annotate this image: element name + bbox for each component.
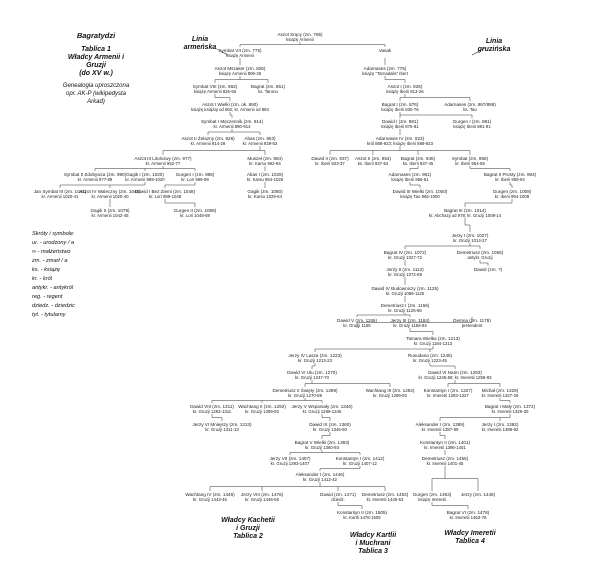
person-node bbox=[453, 318, 491, 328]
person-node bbox=[272, 388, 337, 398]
person-node bbox=[452, 233, 489, 243]
person-name: Konstantyn I (zm. 1412) bbox=[335, 456, 385, 461]
person-title: kr. Imeretii 1463-78 bbox=[449, 515, 487, 520]
person-node bbox=[444, 102, 496, 112]
person-node bbox=[408, 353, 452, 363]
person-title: kr. Gruzji 1125-56 bbox=[388, 308, 422, 313]
person-title: król 888-923; książę Iberii 889-923 bbox=[367, 141, 433, 146]
person-node bbox=[193, 422, 252, 432]
person-title: kr. Gruzji 1293-1311 bbox=[192, 409, 232, 414]
legend-item: kr. - król bbox=[32, 276, 52, 282]
person-title: kr. Gruzji 1245-59; kr. Imeretii 1259-93 bbox=[418, 375, 492, 380]
person-node bbox=[355, 156, 391, 166]
person-title: książę Iberii 876-81 bbox=[381, 124, 419, 129]
person-node bbox=[247, 156, 282, 166]
legend-item: ur. - urodzony / a bbox=[32, 240, 75, 246]
person-name: Wachtang IV (zm. 1446) bbox=[185, 492, 235, 497]
person-name: Aszot I Wielki (zm. ok. 890) bbox=[202, 102, 258, 107]
person-name: Jerzy VII (zm. 1407) bbox=[269, 456, 311, 461]
person-title: kr. Imeretii 1446-53 bbox=[366, 497, 404, 502]
person-name: Bagrat (zm. 851) bbox=[250, 84, 286, 89]
person-name: Dawid (zm. ?) bbox=[473, 267, 503, 272]
person-name: Adarnases (zm. 961) bbox=[388, 172, 432, 177]
person-node bbox=[185, 492, 234, 502]
person-node bbox=[429, 208, 501, 218]
person-name: Gurgen (zm. 1463) bbox=[412, 492, 452, 497]
person-name: Bagrat I (zm. 876) bbox=[381, 102, 419, 107]
person-name: Bagrat IV (zm. 1072) bbox=[383, 250, 427, 255]
person-title: książę książąt od 862; kr. Armenii od 884 bbox=[191, 107, 269, 112]
person-name: Muszeł (zm. 984) bbox=[247, 156, 283, 161]
person-node bbox=[367, 136, 433, 146]
person-node bbox=[291, 404, 352, 414]
person-name: Rusudana (zm. 1245) bbox=[407, 353, 453, 358]
person-title: kr. Abchazji od 978; kr. Gruzji 1008-14 bbox=[428, 213, 502, 218]
person-name: Gagik (zm. 1080) bbox=[247, 189, 283, 194]
person-title: kr. Armenii 914-28 bbox=[190, 141, 226, 146]
armenian-line-label: Linia armeńska bbox=[183, 36, 217, 51]
person-title: kr. Armenii 929-53 bbox=[242, 141, 278, 146]
person-name: Aszot II Żelazny (zm. 928) bbox=[181, 136, 235, 141]
person-node bbox=[135, 189, 195, 199]
person-name: Dawid IX (zm. 1360) bbox=[309, 422, 351, 427]
person-title: kr. Gruzji 1270-89 bbox=[288, 393, 322, 398]
person-title: kr. Gruzji 1346-60 bbox=[313, 427, 347, 432]
person-name: Jerzy III (zm. 1184) bbox=[390, 318, 430, 323]
person-node bbox=[447, 510, 489, 520]
person-name: Symbat I Męczennik (zm. 914) bbox=[200, 119, 264, 124]
person-name: Dawid VI Ulu (zm. 1270) bbox=[287, 370, 337, 375]
person-name: Dawid VI Narin (zm. 1293) bbox=[428, 370, 482, 375]
person-title: kr. Iberii 923-37 bbox=[315, 161, 345, 166]
person-node bbox=[337, 510, 387, 520]
person-title: książę "Tarnadalis" Ibert bbox=[362, 71, 408, 76]
person-node bbox=[381, 102, 418, 112]
person-title: kr. Lori 989-89 bbox=[181, 177, 209, 182]
person-title: kr. Gruzji 1412-42 bbox=[303, 477, 337, 482]
person-name: Gagik I (zm. 1020) bbox=[126, 172, 164, 177]
person-node bbox=[379, 48, 391, 53]
person-title: książę Armenii 826-55 bbox=[193, 89, 237, 94]
person-node bbox=[420, 440, 470, 450]
person-name: Jerzy V Wspaniały (zm. 1346) bbox=[291, 404, 353, 409]
person-node bbox=[371, 286, 438, 296]
person-name: Aleksander I (zm. 1389) bbox=[415, 422, 465, 427]
person-name: Konstantyn II (zm. 1505) bbox=[336, 510, 388, 515]
person-name: Demna (zm. 1178) bbox=[453, 318, 491, 323]
person-name: Adarnases (zm. 775) bbox=[363, 66, 407, 71]
person-node bbox=[125, 172, 164, 182]
person-title: kr. Armenii 1020-40 bbox=[91, 194, 129, 199]
person-node bbox=[215, 66, 266, 76]
person-title: kr. Imeretii 1401-45 bbox=[426, 461, 464, 466]
person-title: dziedz. bbox=[331, 497, 345, 502]
person-node bbox=[79, 189, 140, 199]
person-node bbox=[247, 172, 283, 182]
person-title: kr. Gruzji 1360-93 bbox=[305, 445, 339, 450]
person-name: Gagik II (zm. 1079) bbox=[90, 208, 130, 213]
person-name: Bagrat III (zm. 1014) bbox=[444, 208, 486, 213]
person-name: Michał (zm. 1329) bbox=[481, 388, 519, 393]
person-title: kr. Kartli 1478-1505 bbox=[343, 515, 381, 520]
person-node bbox=[422, 456, 468, 466]
person-node bbox=[484, 172, 536, 182]
person-name: Demetriusz (zm. 1455) bbox=[421, 456, 469, 461]
person-title: kr. Gruzji 1184-1213 bbox=[413, 341, 453, 346]
person-node bbox=[311, 156, 348, 166]
person-title: kr. Gruzji 1072-89 bbox=[388, 272, 422, 277]
person-name: Jerzy II (zm. 1112) bbox=[386, 267, 424, 272]
subtitle-2: Władcy Armenii i Gruzji bbox=[67, 54, 125, 69]
person-title: kr. Armenii 977-89 bbox=[77, 177, 113, 182]
person-name: Wachtang II (zm. 1292) bbox=[238, 404, 286, 409]
person-title: kr. Gruzji 1014-27 bbox=[453, 238, 487, 243]
person-node bbox=[362, 492, 408, 502]
person-title: kr. Imeretii 1387-89 bbox=[421, 427, 459, 432]
person-node bbox=[238, 404, 286, 414]
person-node bbox=[393, 189, 448, 199]
person-title: kr. Gruzji 1155 bbox=[343, 323, 371, 328]
person-title: kr. Armenii 952-77 bbox=[145, 161, 181, 166]
person-name: Wachtang III (zm. 1292) bbox=[365, 388, 415, 393]
person-node bbox=[269, 456, 310, 466]
person-node bbox=[416, 422, 465, 432]
person-title: książę Iberii 958-61 bbox=[391, 177, 429, 182]
person-name: Bagrat II Prosty (zm. 994) bbox=[483, 172, 537, 177]
person-name: Jerzy (zm. 1446) bbox=[460, 492, 496, 497]
person-title: kr. Gruzji 1213-23 bbox=[298, 358, 332, 363]
person-node bbox=[241, 492, 283, 502]
person-title: ks. Taronu bbox=[258, 89, 278, 94]
person-title: kr. Armenii 1020-41 bbox=[41, 194, 79, 199]
person-name: Symbat (zm. 958) bbox=[451, 156, 489, 161]
person-title: kr. Gruzji 1407-12 bbox=[343, 461, 377, 466]
person-node bbox=[482, 422, 519, 432]
person-title: kr. Gruzji 1393-1407 bbox=[270, 461, 310, 466]
person-title: antykr. Gruzji bbox=[467, 255, 493, 260]
person-title: kr. Gruzji 1089-1125 bbox=[385, 291, 425, 296]
person-title: kr. Karsu 984-1029 bbox=[246, 177, 284, 182]
person-node bbox=[181, 136, 234, 146]
person-title: kr. Gruzji 1156-84 bbox=[393, 323, 427, 328]
person-title: kr. Armenii 890-914 bbox=[213, 124, 251, 129]
person-title: kr. Gruzji 1223-45 bbox=[413, 358, 447, 363]
person-name: Symbat VIII (zm. 862) bbox=[192, 84, 238, 89]
person-name: Gurgen I (zm. 891) bbox=[452, 119, 492, 124]
person-title: kr. Gruzji 1027-72 bbox=[388, 255, 422, 260]
person-title: książę Iberii 830-76 bbox=[381, 107, 419, 112]
person-node bbox=[174, 208, 216, 218]
legend-item: reg. - regent bbox=[32, 294, 63, 300]
person-name: Demetriusz (zm. 1453) bbox=[361, 492, 409, 497]
person-node bbox=[247, 189, 282, 199]
person-name: Jerzy VI Mniejszy (zm. 1313) bbox=[192, 422, 252, 427]
person-name: Tamara Wielka (zm. 1213) bbox=[406, 336, 460, 341]
person-name: Abas (zm. 953) bbox=[244, 136, 276, 141]
person-title: książę Iberii 881-91 bbox=[453, 124, 491, 129]
person-name: Dawid III Wielki (zm. 1000) bbox=[392, 189, 448, 194]
person-node bbox=[482, 388, 519, 398]
person-node bbox=[320, 492, 356, 502]
person-title: książę Iberii 813-26 bbox=[386, 89, 424, 94]
person-name: Dawid (zm. 1471) bbox=[320, 492, 356, 497]
legend-item: antykr. - antykról bbox=[32, 285, 74, 291]
person-name: Jerzy I (zm. 1027) bbox=[451, 233, 489, 238]
footer-kachetia: Władcy Kachetii i Gruzji Tablica 2 bbox=[221, 517, 275, 540]
person-name: Dawid II (zm. 937) bbox=[311, 156, 349, 161]
legend-item: ks. - książę bbox=[32, 267, 60, 273]
person-node bbox=[134, 156, 191, 166]
person-title: kr. Iberii 994-1008 bbox=[494, 194, 530, 199]
person-node bbox=[309, 422, 351, 432]
diagram-header bbox=[60, 32, 132, 106]
person-title: kr. Armenii 989-1020 bbox=[125, 177, 165, 182]
person-name: Bagrat VI (zm. 1478) bbox=[446, 510, 490, 515]
person-name: Aleksander I (zm. 1446) bbox=[295, 472, 345, 477]
legend-item: tyt. - tytularny bbox=[32, 312, 66, 318]
person-node bbox=[176, 172, 215, 182]
person-title: kr. Imeretii 1389-92 bbox=[481, 427, 519, 432]
person-node bbox=[485, 404, 535, 414]
subtitle-1: Tablica 1 bbox=[81, 46, 111, 53]
person-node bbox=[191, 102, 269, 112]
note-1: Genealogia uproszczona bbox=[62, 83, 130, 89]
person-title: pretendent bbox=[461, 323, 483, 328]
person-name: Aszot III Litościwy (zm. 977) bbox=[134, 156, 192, 161]
person-node bbox=[218, 48, 261, 58]
person-name: Symbat II Zdobywca (zm. 990) bbox=[63, 172, 127, 177]
person-title: kr. Gruzji 1289-92 bbox=[373, 393, 407, 398]
person-name: Gurgen (zm. 1008) bbox=[492, 189, 532, 194]
person-node bbox=[337, 318, 377, 328]
person-title: kr. Gruzji 1311-13 bbox=[205, 427, 239, 432]
person-name: Gurgen II (zm. 1089) bbox=[173, 208, 217, 213]
person-name: Aszot IV Waleczny (zm. 1040) bbox=[79, 189, 141, 194]
legend-item: ∞ - małżeństwo bbox=[32, 249, 71, 255]
person-name: Jerzy I (zm. 1392) bbox=[481, 422, 519, 427]
person-title: kr. Gruzji 1247-70 bbox=[295, 375, 329, 380]
person-name: Adarnases IV (zm. 923) bbox=[375, 136, 425, 141]
person-title: kr. Iberii 954-58 bbox=[455, 161, 485, 166]
person-name: Abas I (zm. 1029) bbox=[246, 172, 284, 177]
person-title: kr. Gruzji 1289-92 bbox=[245, 409, 279, 414]
person-node bbox=[391, 318, 430, 328]
person-node bbox=[418, 370, 491, 380]
person-name: Dawid V (zm. 1155) bbox=[337, 318, 377, 323]
legend bbox=[32, 230, 127, 320]
person-name: Demetriusz (zm. 1055) bbox=[456, 250, 504, 255]
person-node bbox=[381, 119, 418, 129]
legend-item: zm. - zmarł / a bbox=[32, 258, 68, 264]
person-name: Aszot II (zm. 954) bbox=[355, 156, 391, 161]
person-name: Konstantyn I (zm. 1327) bbox=[423, 388, 473, 393]
person-name: Jerzy IV Lasza (zm. 1223) bbox=[288, 353, 342, 358]
person-name: Adarnases (zm. 867/888) bbox=[444, 102, 496, 107]
person-node bbox=[90, 208, 129, 218]
person-node bbox=[389, 172, 432, 182]
person-node bbox=[277, 32, 322, 42]
title: Bagratydzi bbox=[76, 31, 116, 40]
person-title: ks. Tao bbox=[463, 107, 477, 112]
person-title: kr. Imeretii 1396-1401 bbox=[424, 445, 466, 450]
person-node bbox=[366, 388, 415, 398]
legend-item: dziedz. - dziedzic bbox=[32, 303, 75, 309]
person-name: Demetriusz I (zm. 1156) bbox=[380, 303, 430, 308]
person-node bbox=[288, 353, 341, 363]
person-node bbox=[201, 119, 263, 129]
person-name: Aszot I (zm. 826) bbox=[387, 84, 423, 89]
person-node bbox=[287, 370, 337, 380]
person-title: kr. Imeretii 1329-30 bbox=[491, 409, 529, 414]
person-title: książę Tao 966-1000 bbox=[400, 194, 440, 199]
person-name: Demetriusz II Święty (zm. 1289) bbox=[272, 388, 338, 393]
person-title: książę Armenii bbox=[226, 53, 254, 58]
person-title: kr. Iberii 958-94 bbox=[495, 177, 525, 182]
person-node bbox=[296, 472, 345, 482]
person-node bbox=[193, 84, 237, 94]
person-node bbox=[336, 456, 385, 466]
person-name: Bagrat (zm. 945) bbox=[400, 156, 436, 161]
note-2: opr. AK-P (wikipedysta Arkad) bbox=[65, 91, 127, 105]
person-node bbox=[190, 404, 234, 414]
person-node bbox=[457, 250, 503, 260]
person-node bbox=[384, 250, 426, 260]
person-node bbox=[424, 388, 473, 398]
person-name: Gurgen I (zm. 989) bbox=[175, 172, 215, 177]
person-title: kr. Gruzji 1299-1346 bbox=[302, 409, 342, 414]
person-title: ks. Iberii 937-45 bbox=[402, 161, 434, 166]
person-title: kr. Gruzji 1446-65 bbox=[245, 497, 279, 502]
person-name: Jerzy VIII (zm. 1476) bbox=[240, 492, 284, 497]
person-node bbox=[452, 156, 488, 166]
person-title: kr. Armenii 1042-45 bbox=[91, 213, 129, 218]
person-node bbox=[493, 189, 532, 199]
person-node bbox=[251, 84, 285, 94]
person-name: Konstantyn II (zm. 1401) bbox=[419, 440, 471, 445]
person-name: Symbat VII (zm. 775) bbox=[218, 48, 262, 53]
person-title: kr. Imeretii 1293-1327 bbox=[427, 393, 469, 398]
person-node bbox=[461, 492, 495, 497]
person-name: Dawid VIII (zm. 1311) bbox=[190, 404, 234, 409]
person-node bbox=[386, 84, 423, 94]
person-node bbox=[401, 156, 435, 166]
person-title: kr. Lori 989-1048 bbox=[148, 194, 182, 199]
person-name: Bagrat V Wielki (zm. 1393) bbox=[294, 440, 350, 445]
georgian-line-label: Linia gruzińska bbox=[477, 38, 511, 53]
person-node bbox=[295, 440, 350, 450]
legend-title: Skróty i symbole: bbox=[32, 231, 75, 237]
person-node bbox=[386, 267, 423, 277]
person-node bbox=[64, 172, 126, 182]
person-title: ks. Iberii 937-54 bbox=[357, 161, 389, 166]
footer-imeretia: Władcy Imeretii Tablica 4 bbox=[444, 530, 496, 545]
person-name: Jan Symbat III (zm. 1041) bbox=[33, 189, 87, 194]
person-title: książę Armenii bbox=[286, 37, 314, 42]
person-title: książę Armenii 806-26 bbox=[218, 71, 262, 76]
person-title: kr. Karsu 962-84 bbox=[249, 161, 281, 166]
person-name: Vasak bbox=[378, 48, 392, 53]
footer-kartli: Władcy Kartlii i Muchrani Tablica 3 bbox=[349, 532, 397, 555]
person-node bbox=[453, 119, 492, 129]
subtitle-3: (do XV w.) bbox=[79, 70, 113, 77]
person-node bbox=[406, 336, 460, 346]
person-node bbox=[362, 66, 408, 76]
person-name: Aszot Mszaker (zm. 826) bbox=[214, 66, 266, 71]
person-name: Dawid IV Budowniczy (zm. 1125) bbox=[371, 286, 439, 291]
person-title: kr. Karsu 1029-64 bbox=[248, 194, 282, 199]
person-node bbox=[413, 492, 452, 502]
person-node bbox=[381, 303, 430, 313]
person-name: Dawid I Bez Ziemi (zm. 1048) bbox=[134, 189, 196, 194]
person-title: kr. Imeretii 1327-29 bbox=[481, 393, 519, 398]
person-title: książę Imeretii bbox=[418, 497, 446, 502]
person-node bbox=[474, 267, 502, 272]
person-title: kr. Gruzji 1443-46 bbox=[193, 497, 227, 502]
person-name: Dawid I (zm. 881) bbox=[381, 119, 418, 124]
person-node bbox=[243, 136, 278, 146]
person-name: Bagrat I Mały (zm. 1372) bbox=[484, 404, 536, 409]
person-title: kr. Lori 1048-89 bbox=[180, 213, 210, 218]
person-name: Aszot Srący (zm. 785) bbox=[277, 32, 323, 37]
